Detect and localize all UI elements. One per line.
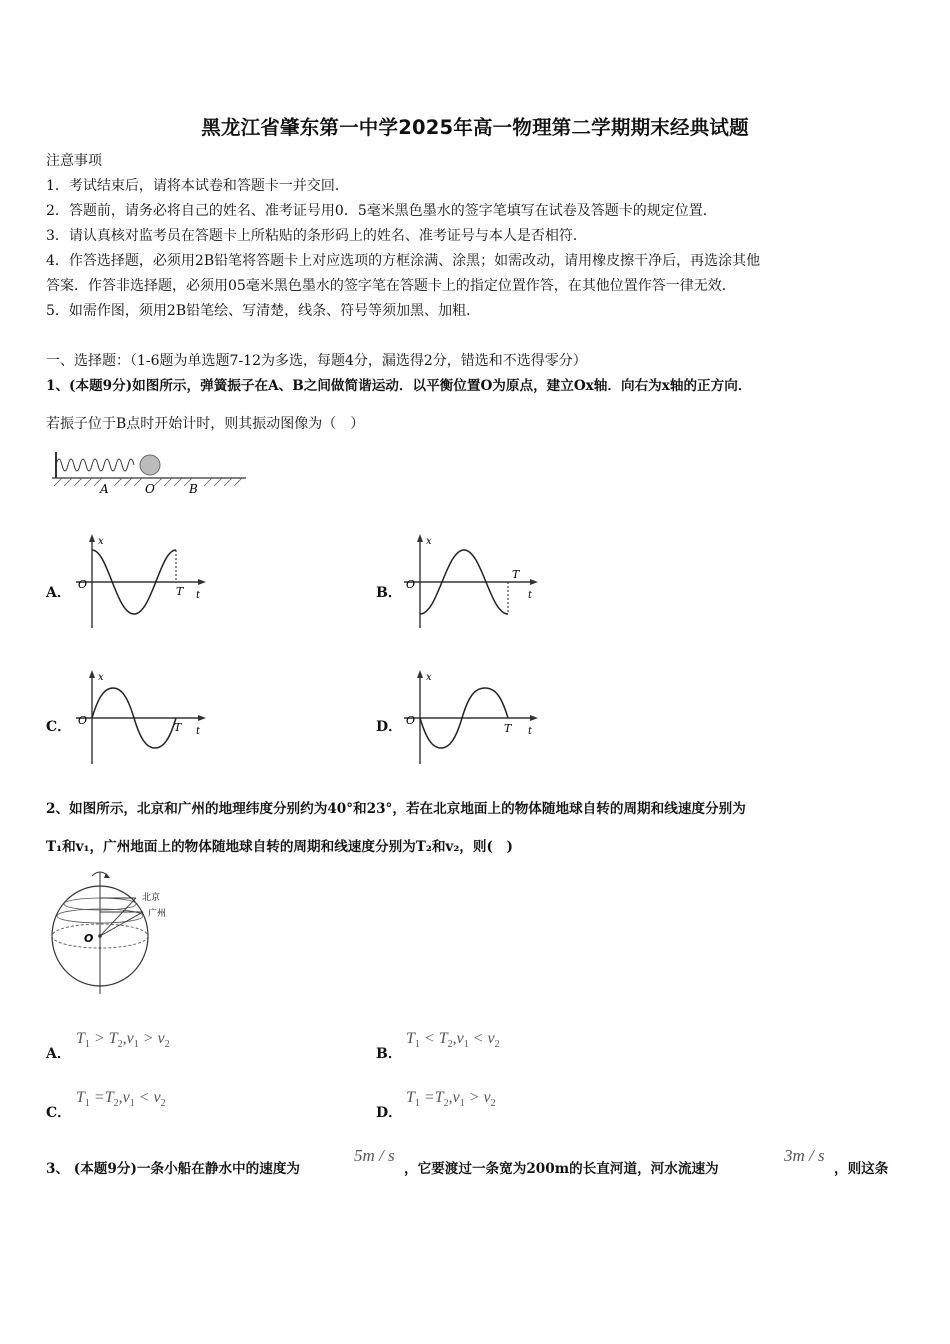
- t-axis-arrow: [198, 579, 206, 585]
- globe-figure: [46, 866, 186, 996]
- guangzhou-label: 广州: [148, 909, 167, 919]
- notice-item: 2．答题前，请务必将自己的姓名、准考证号用0．5毫米黑色墨水的签字笔填写在试卷及答题卡的规定位置．: [46, 203, 717, 219]
- notice-item: 5．如需作图，须用2B铅笔绘、写清楚，线条、符号等须加黑、加粗．: [46, 303, 481, 319]
- option-d-graph: [400, 668, 545, 768]
- section-heading: 一、选择题：（1-6题为单选题7-12为多选，每题4分，漏选得2分，错选和不选得零分）: [46, 353, 587, 369]
- q2-option-a-label: A．: [46, 1046, 71, 1062]
- beijing-label: 北京: [142, 893, 161, 903]
- spring-oscillator-figure: [50, 448, 250, 498]
- x-axis-arrow: [417, 534, 423, 542]
- option-a-label: A．: [46, 585, 71, 601]
- q2-option-d-formula: $T_1 =T_2,v_1 > v_2$: [406, 1089, 496, 1110]
- q2-option-c-formula: $T_1 =T_2,v_1 < v_2$: [76, 1089, 166, 1110]
- spring-coil: [56, 459, 134, 471]
- notice-item: 3．请认真核对监考员在答题卡上所粘贴的条形码上的姓名、准考证号与本人是否相符．: [46, 228, 587, 244]
- q2-option-b-label: B．: [376, 1046, 402, 1062]
- option-c-label: C．: [46, 719, 72, 735]
- period-label: T: [174, 721, 182, 734]
- notice-item: 4．作答选择题，必须用2B铅笔将答题卡上对应选项的方框涂满、涂黑；如需改动，请用橡皮擦干净后，再选涂其他: [46, 253, 761, 269]
- question-2-text: 2、如图所示，北京和广州的地理纬度分别约为40°和23°，若在北京地面上的物体随地球自转的周期和线速度分别为: [46, 801, 746, 817]
- axis-x-label: x: [98, 672, 104, 683]
- x-axis-arrow: [417, 670, 423, 678]
- question-1-text-2: 若振子位于B点时开始计时，则其振动图像为（ ）: [46, 416, 365, 432]
- question-3-part-3: ，则这条: [834, 1161, 889, 1177]
- question-1-text: 1、(本题9分)如图所示，弹簧振子在A、B之间做简谐运动．以平衡位置O为原点，建立Ox轴．向右为x轴的正方向．: [46, 378, 752, 394]
- question-3-speed-1: 5m / s: [354, 1146, 395, 1165]
- question-3-part-1: 3、 (本题9分)一条小船在静水中的速度为: [46, 1161, 301, 1177]
- label-b: B: [189, 482, 198, 496]
- oscillator-ball: [140, 455, 160, 475]
- notice-item: 答案．作答非选择题，必须用05毫米黑色墨水的签字笔在答题卡上的指定位置作答，在其他位置作答一律无效．: [46, 278, 736, 294]
- q2-option-a-formula: $T_1 > T_2,v_1 > v_2$: [76, 1030, 170, 1051]
- axis-x-label: x: [426, 536, 432, 547]
- beijing-radius: [100, 898, 136, 936]
- axis-t-label: t: [528, 726, 533, 737]
- option-b-label: B．: [376, 585, 402, 601]
- axis-x-label: x: [98, 536, 104, 547]
- label-o: O: [145, 482, 155, 496]
- origin-label: O: [78, 578, 88, 591]
- t-axis-arrow: [198, 715, 206, 721]
- option-d-label: D．: [376, 719, 403, 735]
- question-3-speed-2: 3m / s: [784, 1146, 825, 1165]
- axis-t-label: t: [196, 726, 201, 737]
- origin-label: O: [78, 714, 88, 727]
- x-axis-arrow: [89, 670, 95, 678]
- t-axis-arrow: [530, 715, 538, 721]
- axis-x-label: x: [426, 672, 432, 683]
- t-axis-arrow: [530, 579, 538, 585]
- question-2-text-2: T₁和v₁，广州地面上的物体随地球自转的周期和线速度分别为T₂和v₂，则( ): [46, 839, 513, 855]
- option-c-graph: [72, 668, 212, 768]
- period-label: T: [176, 585, 184, 598]
- axis-t-label: t: [196, 590, 201, 601]
- center-point: [98, 934, 102, 938]
- option-b-graph: [400, 532, 545, 632]
- notice-heading: 注意事项: [46, 153, 102, 169]
- q2-option-c-label: C．: [46, 1105, 72, 1121]
- period-label: T: [504, 722, 512, 735]
- question-3-part-2: ，它要渡过一条宽为200m的长直河道，河水流速为: [404, 1161, 719, 1177]
- option-a-graph: [72, 532, 212, 632]
- origin-label: O: [406, 714, 416, 727]
- q2-option-b-formula: $T_1 < T_2,v_1 < v_2$: [406, 1030, 500, 1051]
- origin-label: O: [406, 578, 416, 591]
- center-label: O: [84, 932, 94, 945]
- label-a: A: [100, 482, 109, 496]
- period-label: T: [512, 568, 520, 581]
- q2-option-d-label: D．: [376, 1105, 403, 1121]
- x-axis-arrow: [89, 534, 95, 542]
- notice-item: 1．考试结束后，请将本试卷和答题卡一并交回．: [46, 178, 349, 194]
- page-title: 黑龙江省肇东第一中学2025年高一物理第二学期期末经典试题: [201, 116, 749, 139]
- axis-t-label: t: [528, 590, 533, 601]
